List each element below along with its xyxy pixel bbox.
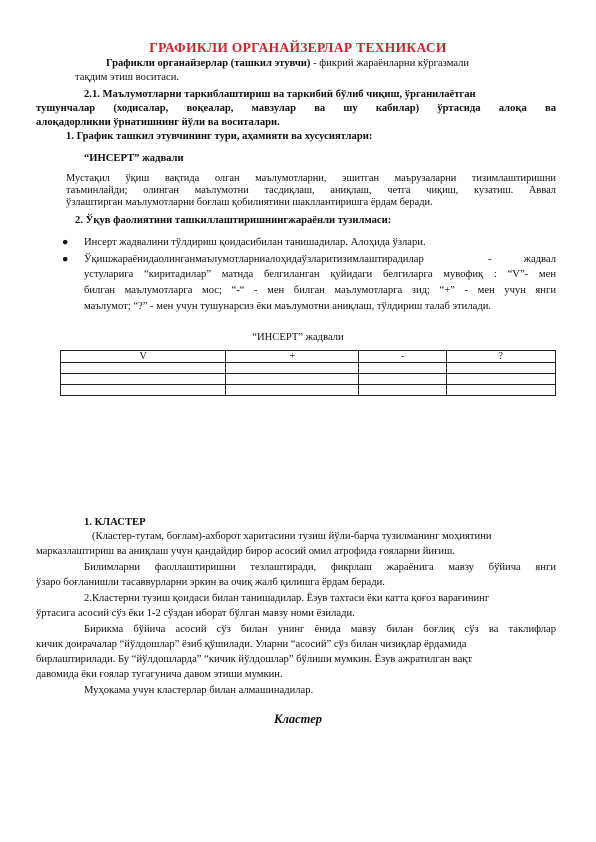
table-row — [61, 363, 556, 374]
col-header-v: V — [61, 351, 226, 363]
section21-line1: 2.1. Маълумотларни таркиблаштириш ва таркибий бўлиб чиқиш, ўрганилаётган — [84, 89, 476, 100]
bullet-1-text: Инсерт жадвалини тўлдириш қоидасибилан танишадилар. Алоҳида ўзлари. — [84, 237, 426, 248]
insert-desc-line2: таъминлайди; олинган маълумотни тасдиқлаш, аниқлаш, четга чиқиш, кузатиш. Аввал — [66, 185, 556, 196]
col-header-minus: - — [359, 351, 446, 363]
table-cell — [226, 374, 359, 385]
table-cell — [446, 385, 555, 396]
table-header-row — [61, 351, 556, 363]
intro-bold: Графикли органайзерлар (ташкил этувчи) — [106, 58, 311, 69]
bullet-2-line1-right: жадвал — [523, 254, 556, 265]
table-cell — [226, 385, 359, 396]
bullet-dot-icon: ● — [62, 254, 69, 265]
insert-desc-line1: Мустақил ўқиш вақтида олган маълумотларни, эшитган маърузаларни тизимлаштиришни — [66, 173, 556, 184]
intro-line1 — [106, 57, 566, 71]
cluster-p5: Муҳокама учун кластерлар билан алмашинадилар. — [84, 685, 314, 696]
section21-line2: тушунчалар (ходисалар, воқеалар, мавзулар ва шу кабилар) ўртасида алоқа ва — [36, 103, 556, 114]
cluster-p4-line2: кичик доирачалар “йўлдошлар” ёзиб қўшилади. Уларни “асосий” сўз билан чизиқлар ёрдамида — [36, 639, 467, 650]
table-row — [61, 385, 556, 396]
cluster-heading: 1. КЛАСТЕР — [84, 517, 146, 528]
table-cell — [359, 385, 446, 396]
item1-heading: 1. График ташкил этувчининг тури, аҳамияти ва хусусиятлари: — [66, 131, 373, 142]
bullet-2-line2: устуларига “киритадилар” матнда белгиланган қуйидаги белгиларга мувофиқ : “V”- мен — [84, 269, 556, 280]
cluster-p3-line2: ўртасига асосий сўз ёки 1-2 сўздан иборат бўлган мавзу номи ёзилади. — [36, 608, 355, 619]
table-cell — [359, 363, 446, 374]
cluster-p1-line2: марказлаштириш ва аниқлаш учун қандайдир бирор асосий омил атрофида ғояларни йиғиш. — [36, 546, 455, 557]
insert-heading: “ИНСЕРТ” жадвали — [84, 153, 184, 164]
insert-table — [60, 350, 556, 396]
bullet-2-line1-left: Ўқишжараёнидаолинганмаълумотларниалоҳидаўзларитизимлаштирадилар — [84, 254, 424, 265]
table-cell — [61, 374, 226, 385]
table-cell — [61, 363, 226, 374]
bullet-item-2 — [62, 253, 556, 267]
section21-line3: алоқадорликни ўрнатишнинг йўли ва воситалари. — [36, 117, 280, 128]
table-cell — [446, 363, 555, 374]
table-row — [61, 374, 556, 385]
cluster-p4-line1: Бирикма бўйича асосий сўз билан унинг ёнида мавзу билан боғлиқ сўз ва таклифлар — [84, 624, 556, 635]
page-title: ГРАФИКЛИ ОРГАНАЙЗЕРЛАР ТЕХНИКАСИ — [149, 40, 447, 55]
table-cell — [226, 363, 359, 374]
table-caption: “ИНСЕРТ” жадвали — [252, 332, 344, 343]
cluster-p2-line2: ўзаро боғланишли тасаввурларни эркин ва очиқ жалб қилишга ёрдам беради. — [36, 577, 385, 588]
table-cell — [446, 374, 555, 385]
bullet-2-line3: билган маълумотларга мос; “-“ - мен билган маълумотларга зид; “+” - мен учун янги — [84, 285, 556, 296]
cluster-p4-line4: давомида ёки ғоялар тугагунича давом этиши мумкин. — [36, 669, 283, 680]
table-cell — [359, 374, 446, 385]
table-cell — [61, 385, 226, 396]
cluster-diagram-title: Кластер — [273, 712, 323, 726]
cluster-p4-line3: бирлаштирилади. Бу “йўлдошларда” “кичик йўлдошлар” бўлиши мумкин. Ёзув ажратилган вақт — [36, 654, 473, 665]
insert-desc-line3: ўзлаштирган маълумотларни боғлаш қобилиятини шакллантиришга ёрдам беради. — [66, 197, 433, 208]
intro-line2: тақдим этиш воситаси. — [75, 72, 180, 83]
bullet-2-line4: маълумот; “?” - мен учун тушунарсиз ёки маълумотни аниқлаш, тўлдириш талаб этилади. — [84, 301, 492, 312]
col-header-question: ? — [446, 351, 555, 363]
bullet-dot-icon: ● — [62, 237, 69, 248]
bullet-2-line1-dash: - — [488, 254, 492, 265]
item2-heading: 2. Ўқув фаолиятини ташкиллаштиришнингжараёнли тузилмаси: — [75, 215, 392, 226]
col-header-plus: + — [226, 351, 359, 363]
cluster-p3-line1: 2.Кластерни тузиш қоидаси билан танишадилар. Ёзув тахтаси ёки катта қоғоз варағининг — [84, 593, 490, 604]
cluster-p1-line1: (Кластер-тутам, боғлам)-ахборот харитасини тузиш йўли-барча тузилманинг моҳиятини — [92, 531, 492, 542]
intro-rest: - фикрий жараёнларни кўргазмали — [310, 58, 470, 69]
cluster-p2-line1: Билимларни фаоллаштиришни тезлаштиради, фикрлаш жараёнига мавзу бўйича янги — [84, 562, 556, 573]
